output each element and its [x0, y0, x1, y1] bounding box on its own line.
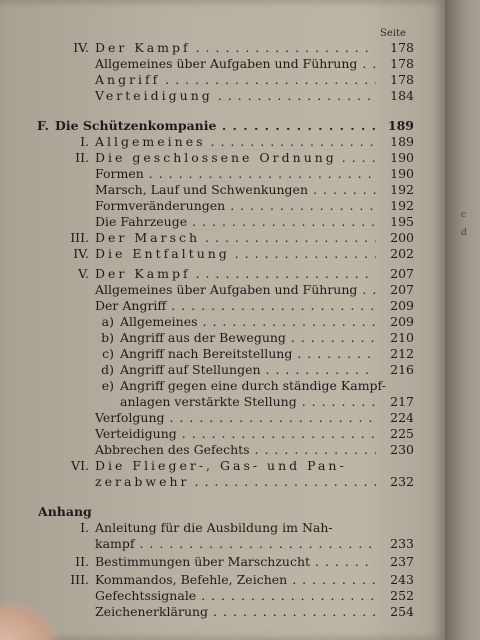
toc-entry — [0, 166, 420, 182]
toc-entry-number: I. — [80, 520, 89, 535]
toc-entry-title: Angriff auf Stellungen . . . — [120, 362, 376, 378]
toc-entry-number: b) — [101, 330, 114, 345]
toc-entry-page: 254 — [390, 604, 414, 619]
toc-entry-number: a) — [101, 314, 114, 329]
toc-entry-title: Formen . . . — [95, 166, 376, 182]
toc-entry — [0, 40, 420, 56]
toc-entry-title: Die Schützenkompanie . . . — [55, 118, 376, 134]
toc-entry-title: Allgemeines über Aufgaben und Führung . . . — [95, 282, 376, 298]
toc-entry-number: II. — [75, 554, 89, 569]
toc-entry-number: III. — [70, 572, 89, 587]
toc-entry-page: 192 — [390, 198, 414, 213]
toc-entry — [0, 214, 420, 230]
toc-entry-page: 190 — [390, 150, 414, 165]
toc-entry — [0, 378, 420, 394]
toc-entry — [0, 346, 420, 362]
toc-entry-page: 178 — [390, 56, 414, 71]
toc-entry-title: Die Entfaltung . . . — [95, 246, 376, 262]
toc-entry-title: Angriff . . . — [95, 72, 376, 88]
toc-entry-page: 184 — [390, 88, 414, 103]
toc-entry-number: III. — [70, 230, 89, 245]
toc-entry-title: Verteidigung . . . — [95, 426, 376, 442]
toc-entry-page: 207 — [390, 266, 414, 281]
toc-entry-page: 209 — [390, 314, 414, 329]
toc-entry-page: 210 — [390, 330, 414, 345]
toc-entry-title: Gefechtssignale . . . — [95, 588, 376, 604]
toc-entry-title: kampf . . . — [95, 536, 376, 552]
toc-entry-title: Bestimmungen über Marschzucht . . . — [95, 554, 376, 570]
toc-entry-title: Marsch, Lauf und Schwenkungen . . . — [95, 182, 376, 198]
toc-entry-page: 243 — [390, 572, 414, 587]
toc-entry-page: 202 — [390, 246, 414, 261]
toc-entry-title: zerabwehr . . . — [95, 474, 376, 490]
toc-entry-title: Anleitung für die Ausbildung im Nah- — [95, 520, 333, 535]
toc-entry-page: 195 — [390, 214, 414, 229]
toc-entry-page: 212 — [390, 346, 414, 361]
toc-entry — [0, 474, 420, 490]
toc-entry-page: 224 — [390, 410, 414, 425]
toc-entry-title: Anhang — [38, 504, 92, 519]
toc-entry — [0, 198, 420, 214]
toc-entry-page: 237 — [390, 554, 414, 569]
toc-entry — [0, 298, 420, 314]
toc-entry-page: 232 — [390, 474, 414, 489]
toc-entry — [0, 554, 420, 570]
toc-entry-number: VI. — [71, 458, 89, 473]
toc-entry-page: 209 — [390, 298, 414, 313]
toc-entry — [0, 604, 420, 620]
toc-entry-title: Allgemeines über Aufgaben und Führung . . . — [95, 56, 376, 72]
toc-entry-title: Zeichenerklärung . . . — [95, 604, 376, 620]
toc-entry-number: e) — [101, 378, 114, 393]
toc-entry — [0, 150, 420, 166]
toc-entry-number: IV. — [73, 246, 89, 261]
toc-entry-title: Die Flieger-, Gas- und Pan- — [95, 458, 347, 473]
toc-entry-title: Allgemeines . . . — [95, 134, 376, 150]
toc-entry-title: Formveränderungen . . . — [95, 198, 376, 214]
toc-entry-number: d) — [101, 362, 114, 377]
toc-entry — [0, 314, 420, 330]
toc-entry-page: 207 — [390, 282, 414, 297]
toc-entry — [0, 266, 420, 282]
toc-entry-page: 216 — [390, 362, 414, 377]
toc-entry — [0, 458, 420, 474]
toc-entry-title: Angriff aus der Bewegung . . . — [120, 330, 376, 346]
toc-entry-title: Verfolgung . . . — [95, 410, 376, 426]
toc-entry — [0, 362, 420, 378]
toc-entry-page: 189 — [387, 118, 414, 133]
toc-entry — [0, 410, 420, 426]
toc-entry-title: Der Marsch . . . — [95, 230, 376, 246]
toc-entry — [0, 182, 420, 198]
toc-entry-title: Der Angriff . . . — [95, 298, 376, 314]
next-page-fragment: c — [461, 210, 467, 220]
toc-entry-title: Verteidigung . . . — [95, 88, 376, 104]
toc-entry-page: 200 — [390, 230, 414, 245]
toc-entry-page: 192 — [390, 182, 414, 197]
toc-entry-title: Angriff nach Bereitstellung . . . — [120, 346, 376, 362]
toc-entry-title: Der Kampf . . . — [95, 40, 376, 56]
toc-entry-page: 178 — [390, 72, 414, 87]
toc-entry — [0, 520, 420, 536]
next-page-edge — [445, 0, 480, 640]
toc-entry-title: Der Kampf . . . — [95, 266, 376, 282]
toc-entry — [0, 394, 420, 410]
toc-entry-title: Allgemeines . . . — [120, 314, 376, 330]
toc-entry — [0, 572, 420, 588]
toc-entry-title: Abbrechen des Gefechts . . . — [95, 442, 376, 458]
toc-entry — [0, 56, 420, 72]
toc-entry-title: anlagen verstärkte Stellung . . . — [120, 394, 376, 410]
toc-entry-page: 252 — [390, 588, 414, 603]
toc-entry-title: Angriff gegen eine durch ständige Kampf- — [120, 378, 386, 393]
seite-label: Seite — [380, 28, 406, 39]
toc-entry-page: 225 — [390, 426, 414, 441]
toc-entry — [0, 282, 420, 298]
toc-entry — [0, 72, 420, 88]
toc-entry — [0, 246, 420, 262]
next-page-fragment: d — [461, 228, 467, 238]
toc-entry-title: Kommandos, Befehle, Zeichen . . . — [95, 572, 376, 588]
toc-entry-title: Die geschlossene Ordnung . . . — [95, 150, 376, 166]
toc-entry-page: 233 — [390, 536, 414, 551]
toc-entry — [0, 118, 420, 134]
toc-entry-title: Die Fahrzeuge . . . — [95, 214, 376, 230]
toc-entry-number: IV. — [73, 40, 89, 55]
toc-entry-page: 230 — [390, 442, 414, 457]
toc-entry — [0, 134, 420, 150]
toc-entry — [0, 330, 420, 346]
toc-entry-page: 189 — [390, 134, 414, 149]
thumb-photo-element — [0, 600, 60, 640]
toc-entry-number: c) — [102, 346, 114, 361]
toc-entry — [0, 504, 420, 520]
toc-entry-number: I. — [80, 134, 89, 149]
toc-entry — [0, 536, 420, 552]
toc-entry — [0, 442, 420, 458]
toc-entry — [0, 588, 420, 604]
toc-entry — [0, 88, 420, 104]
toc-entry-number: II. — [75, 150, 89, 165]
toc-entry-page: 178 — [390, 40, 414, 55]
toc-entry — [0, 230, 420, 246]
toc-entry-number: V. — [78, 266, 89, 281]
toc-entry-page: 190 — [390, 166, 414, 181]
toc-entry-number: F. — [37, 118, 49, 133]
toc-entry-page: 217 — [390, 394, 414, 409]
toc-entry — [0, 426, 420, 442]
